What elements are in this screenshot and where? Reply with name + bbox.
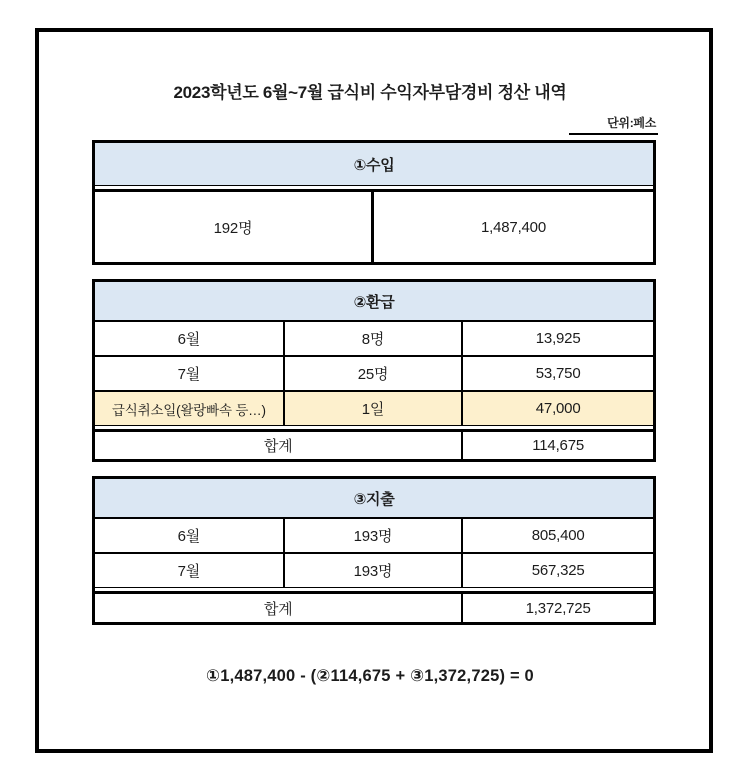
double-rule-divider: [95, 425, 653, 432]
double-rule-divider: [95, 185, 653, 192]
refund-june-amount-cell: 13,925: [535, 330, 581, 347]
refund-cancel-label-cell: 급식취소일(왈랑빠속 등…): [95, 392, 285, 425]
expense-row-july: [95, 552, 653, 587]
expense-table: [92, 476, 656, 625]
expense-row-june: [95, 519, 653, 552]
expense-total-label-cell: 합계: [95, 594, 463, 622]
income-table-row: [95, 192, 653, 262]
expense-june-month-cell: 6월: [95, 519, 285, 552]
refund-june-count-cell: 8명: [285, 322, 464, 355]
refund-july-count-cell: 25명: [285, 357, 464, 390]
income-table: [92, 140, 656, 265]
income-table-header: ①수입: [95, 143, 653, 185]
refund-cancel-days-cell: 1일: [285, 392, 464, 425]
income-amount-cell: 1,487,400: [481, 218, 546, 236]
refund-total-label-cell: 합계: [95, 432, 463, 459]
refund-table: [92, 279, 656, 462]
expense-june-count-cell: 193명: [285, 519, 464, 552]
expense-july-count-cell: 193명: [285, 554, 464, 587]
refund-cancel-amount-cell: 47,000: [535, 400, 581, 417]
refund-row-july: [95, 355, 653, 390]
refund-total-value-cell: 114,675: [532, 437, 584, 454]
expense-june-amount-cell: 805,400: [531, 527, 585, 544]
refund-june-month-cell: 6월: [95, 322, 285, 355]
refund-july-amount-cell: 53,750: [535, 365, 581, 382]
income-count-cell: 192명: [95, 192, 374, 262]
expense-total-row: [95, 594, 653, 622]
double-rule-divider: [95, 587, 653, 594]
expense-total-value-cell: 1,372,725: [525, 599, 591, 617]
page-title: 2023학년도 6월~7월 급식비 수익자부담경비 정산 내역: [173, 83, 567, 102]
expense-july-amount-cell: 567,325: [531, 562, 585, 579]
unit-note: 단위:페소: [569, 114, 658, 135]
settlement-formula: ①1,487,400 - (②114,675 + ③1,372,725) = 0: [206, 667, 534, 685]
refund-row-cancel-day: [95, 390, 653, 425]
refund-july-month-cell: 7월: [95, 357, 285, 390]
expense-july-month-cell: 7월: [95, 554, 285, 587]
refund-table-header: ②환급: [95, 282, 653, 322]
expense-table-header: ③지출: [95, 479, 653, 519]
refund-row-june: [95, 322, 653, 355]
refund-total-row: [95, 432, 653, 459]
